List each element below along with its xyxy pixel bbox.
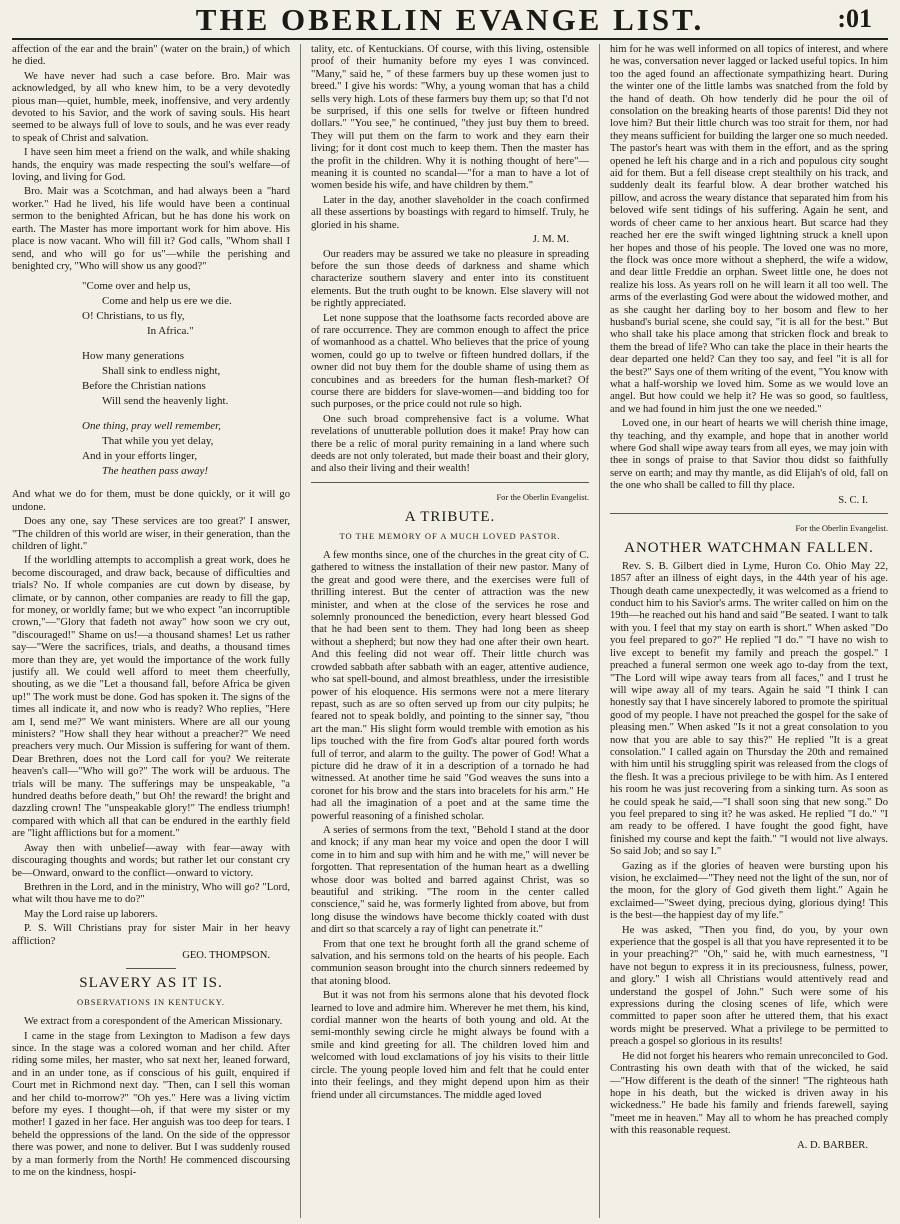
article-heading: SLAVERY AS IT IS. [79,975,223,992]
author-signature: J. M. M. [532,234,569,246]
article-subheading: TO THE MEMORY OF A MUCH LOVED PASTOR. [339,530,561,541]
paragraph: We have never had such a case before. Bro. Mair was acknowledged, by all who knew him, to be a very devotedly pious man—quiet, humble, meek, inoffensive, and very ardently devoted to his Savior, and the work of saving souls. His heart seemed to be always full of love to souls, and he was ever ready to speak of Christ and salvation. [12,70,290,144]
poem-line: And in your efforts linger, [82,450,198,463]
paragraph: A series of sermons from the text, "Behold I stand at the door and knock; if any man hear my voice and open the door I will come in to him and sup with him and he with me," will never be forgotten. That representation of the human heart as a dwelling whose door was bolted and barred against Christ, was so beautiful and striking. "The room in the center called conscience," said he, was formerly lighted from above, but from long disuse the windows have become thickly coated with dust and dirt so that scarcely a ray of light can penetrate it." [311,824,589,936]
poem-line: That while you yet delay, [102,435,214,448]
paragraph: Gazing as if the glories of heaven were bursting upon his vision, he exclaimed—"They need not the light of the sun, nor of the moon, for the glory of God giveth them light." Again he exclaimed—"Sweet dying, precious dying, glorious dying! This is the best—the happiest day of my life." [610,860,888,922]
article-heading: A TRIBUTE. [404,509,496,526]
poem-line: In Africa." [147,325,194,338]
paragraph: Bro. Mair was a Scotchman, and had always been a "hard worker." Had he lived, his life would have been a continual sermon to the benighted African, but he has done his work on earth. The Master has more important work for him above. His place is now vacant. Who will fill it? God calls, "Whom shall I send, and who will go for us"—while the perishing and benighted cry, "Who will show us any good?" [12,186,290,272]
divider [311,482,589,483]
poem-line: Shall sink to endless night, [102,365,221,378]
paragraph: He did not forget his hearers who remain unreconciled to God. Contrasting his own death with that of the wicked, he said—"How different is the death of the sinner! "The righteous hath hope in his death, but the wicked is driven away in his wickedness." He bade his family and friends farewell, saying "meet me in heaven." May all to whom he has preached comply with this reasonable request. [610,1050,888,1137]
source-credit: For the Oberlin Evangelist. [795,523,888,534]
paragraph: Rev. S. B. Gilbert died in Lyme, Huron Co. Ohio May 22, 1857 after an illness of eight days, in the 44th year of his age. Though death came unexpectedly, it was welcomed as a friend to conduct him to his Savior's arms. The writer called on him on the 19th—he reached out his hand and said "Be seated. I want to talk with you. I feel that my stay on earth is short." When asked "Do you feel prepared to go?" He replied "I do." "I have no wish to live except to benefit my family and preach the gospel." I preached a funeral sermon one week ago to-day from the text, "The Lord will wipe away tears from all faces," and I trust he will wipe away all of my tears. Again he said "I think I can honestly say that I have sincerely labored to promote the spiritual good of my people. I have not preached the gospel for the sake of pleasing men." When asked "Is it not a great consolation to you now that you are able to say this?" He replied "It is a great consolation." I called again on Thursday the 20th and remained with him until his struggling spirit was released from the clogs of the flesh. It was a precious privilege to be with him. As I entered his room he was just recovering from a sinking turn. As soon as he could speak he said,—"I shall soon sing that new song." Do you feel prepared to sing it? he was asked. He replied "I do." "I am ready to be offered. I have fought the good fight, have finished my course and kept the faith." "I would not live always. So said Job; and so say I." [610,560,888,858]
paragraph: One such broad comprehensive fact is a volume. What revelations of unutterable pollution does it make! Pray how can there be a relic of moral purity remaining in a land where such deeds are not only tolerated, but made their boast and their glory, and also their living and their wealth! [311,413,589,475]
author-signature: S. C. I. [838,494,868,506]
column-1 [12,44,290,1218]
poem-line: One thing, pray well remember, [82,420,221,433]
poem-stanza [12,349,290,409]
article-heading: ANOTHER WATCHMAN FALLEN. [624,540,874,557]
paragraph: From that one text he brought forth all the grand scheme of salvation, and his sermons told on the hearts of his people. Each communion season brought into the church sinners redeemed by that atoning blood. [311,938,589,987]
poem-line: O! Christians, to us fly, [82,310,185,323]
author-signature: GEO. THOMPSON. [182,949,270,961]
column-3 [599,44,888,1218]
paragraph: Does any one, say 'These services are too great?' I answer, "The children of this world are wiser, in their generation, than the children of light." [12,516,290,552]
columns [12,44,888,1218]
poem-line: Will send the heavenly light. [102,395,229,408]
masthead [12,0,888,40]
divider [126,968,176,969]
source-credit: For the Oberlin Evangelist. [496,491,589,502]
poem-line: Before the Christian nations [82,380,206,393]
paragraph: He was asked, "Then you find, do you, by your own experience that the gospel is all that you have represented it to be in your preaching?" "Oh," said he, with much earnestness, "I have not begun to express it in its preciousness, fulness, power, and glory." I wish all Christians would attentively read and understand the gospel of John." Such were some of his expressions during the closing scenes of life, which were committed to paper soon after he uttered them, that his exact words might be preserved. What a privilege to be permitted to preach a gospel so glorious in its results! [610,924,888,1048]
column-2 [300,44,589,1218]
author-signature: A. D. BARBER. [797,1139,868,1151]
poem-line: "Come over and help us, [82,280,191,293]
paragraph: tality, etc. of Kentuckians. Of course, with this living, ostensible proof of their humanity before my eyes I was convinced. "Many," said he, " of these farmers buy up these women just to breed." I give his words: "Why, a young woman that has a child sells very high. Lots of these farmers buy them up; so that I'd not be surprised, if this one sells for twelve or fifteen hundred dollars." "You see," he continued, "they just buy them to breed. They will put them on the farm to work and they earn their living; for it dont cost much to keep them. Then the master has the profit in the children. Why it is nothing thought of here"—meaning it is counted no scandal—"for a man to have a lot of women beside his wife, and have children by them." [311,44,589,192]
page-number: :01 [837,4,872,33]
poem-stanza [12,279,290,339]
paragraph: Our readers may be assured we take no pleasure in spreading before the sun those deeds of darkness and shame which characterize southern slavery and enter into its constituent elements. But the truth ought to be known. Else slavery will not be rightly appreciated. [311,248,589,310]
divider [610,513,888,514]
paragraph: If the worldling attempts to accomplish a great work, does he become discouraged, and draw back, because of difficulties and trials? No. If whole companies are cut down by disease, by climate, or by cannon, other companies are ready to fill the gap, for money, or worldly fame; but we who expect "an incorruptible crown,"—"Glory that fadeth not away" how soon we cry out, "discouraged!" Shame on us!—a thousand shames! Let us rather say—"Were the sacrifices, trials, and deaths, a thousand times more than they are, yet would the importance of the work fully justify all. We could well afford to meet them cheerfully, shouting, as we die "Let a thousand fall, before Africa be given up!" The work must be done. God has spoken it. The signs of the times all indicate it, and now who is ready? Who replies, "Here am I, send me?" We want ministers. Where are all our young ministers? "How shall they hear without a preacher?" We need preachers very much. Our Mission is suffering for want of them. Dear Brethren, does not the Lord call for you? We reiterate heaven's call—"Who will go?" The work will be arduous. The trials will be many. The sufferings may be unspeakable, "a hundred deaths before death," but Oh! the reward! the bright and dazzling crown! The "unspeakable glory!" The endless triumph! compared with which all that can be endured in the earthly field are "light afflictions but for a moment." [12,555,290,840]
paragraph: affection of the ear and the brain" (water on the brain,) of which he died. [12,44,290,68]
newspaper-title: THE OBERLIN EVANGE LIST. [195,2,705,37]
paragraph: P. S. Will Christians pray for sister Mair in her heavy affliction? [12,923,290,947]
paragraph: May the Lord raise up laborers. [24,908,158,920]
paragraph: Later in the day, another slaveholder in the coach confirmed all these assertions by boastings with regard to himself. Truly, he gloried in his shame. [311,194,589,231]
paragraph: Loved one, in our heart of hearts we will cherish thine image, thy teaching, and thy example, and hope that in another world where God shall wipe away tears from all eyes, we may join with thee in songs of praise to that Savior thou didst so faithfully serve on earth; and may thy mantle, as did Elijah's of old, fall on the one who shall be called to fill thy place. [610,418,888,492]
paragraph: Let none suppose that the loathsome facts recorded above are of rare occurrence. They are common enough to affect the price of womanhood as a chattel. Who believes that the price of young women, could go up to twelve or fifteen hundred dollars, if the owner did not buy them for the double shame of using them as concubines and as breeders for the human flesh-market? Of course there are bidders for slave-women—and bidding too for such purposes, or the price could not rule so high. [311,312,589,411]
poem-stanza [12,419,290,479]
paragraph: But it was not from his sermons alone that his devoted flock learned to love and admire him. Wherever he met them, his kind, cordial manner won the hearts of both young and old. At the semi-monthly sewing circle he might always be found with a smile and kind greeting for all. The children loved him and welcomed with loud exclamations of joy his visits to their little circle. The young people loved him and felt that he could enter into their feelings, and they might depend upon him as their friend under all circumstances. The middle aged loved [311,990,589,1101]
paragraph: I came in the stage from Lexington to Madison a few days since. In the stage was a colored woman and her child. After riding some miles, her master, who sat next her, leaned forward, and in an under tone, as if conscious of his guilt, enquired if Court met in Richmond next day. "Then, can I sell this woman and her child to-morrow?" "Oh yes." Here was a living victim before my eyes. I thought—oh, if that were my sister or my mother! I gazed in her face. Her anguish was too deep for tears. I beheld the oppressions of the land. On the side of the oppressor there was power, and none to deliver. But I was suddenly roused by a man formerly from the North! He commenced discoursing to me on the kindness, hospi- [12,1030,290,1179]
article-subheading: OBSERVATIONS IN KENTUCKY. [77,996,225,1007]
paragraph: We extract from a corespondent of the American Missionary. [24,1016,283,1028]
paragraph: I have seen him meet a friend on the walk, and while shaking hands, the enquiry was made respecting the soul's welfare—of loving, and living for God. [12,147,290,184]
paragraph: And what we do for them, must be done quickly, or it will go undone. [12,489,290,513]
paragraph: A few months since, one of the churches in the great city of C. gathered to witness the installation of their new pastor. Many of the great and good were there, and the exercises were full of thrilling interest. But the center of attraction was the new minister, and when at the close of the services he rose and solemnly pronounced the benediction, every heart blessed God that he had been sent to them. They had long been as sheep without a shepherd; but now they had one after their own heart. And this feeling did not wear off. Their little church was crowded sabbath after sabbath with an eager, attentive audience, who sat spell-bound, and almost breathless, under the irresistible power of his eloquence. His sermons were not a mere literary repast, such as are so often served up from our city pulpits; he feared not to speak boldly, and pointing to the sinner say, "thou art the man." His slight form would tremble with emotion as his lips touched with the fire from God's altar poured forth words full of terror, and alarm to the guilty. The power of God! What a picture did he draw of it in a description of a tornado he had witnessed. At another time he said "God weaves the suns into a coronet for his brow and the stars into bracelets for his arm." He had all the imagination of a poet and at the same time the powerful reasoning of a finished scholar. [311,550,589,822]
paragraph: him for he was well informed on all topics of interest, and where he was, conversation never lagged or lacked useful topics. In him too the aged found an affectionate sympathizing heart. During the winter one of the little lambs was snatched from the fold by the hand of death. Oh how tenderly did he pour the oil of consolation on the breaking hearts of those parents! Did they not love him? But their little church was too strait for them, nor had they means sufficient for building the larger one so much needed. The pastor's heart was with them in the effort, and as the spring opened he left his charge and in a rich and populous city sought aid for them. But a fell disease crept stealthily on his track, and suddenly dealt its fearful blow. A dear brother watched his pillow, and across the weary distance that separated him from his beloved wife sent tidings of his suffering. Again he sent, and words of cheer came to her anxious heart. But scarce had they reached her ere the swift winged lightning struck a knell upon her hopes and those of his people. The loved one was no more, the flock was once more without a shepherd, the wife a widow, and dear little Freddie an orphan. Sweet little one, he does not realize his loss. As years roll on he will learn it all too well. The arms of the everlasting God were about the widowed mother, and as she caught her darling boy to her bosom and flew to her husband's burial scene, she could say, "it is all for the best." But who shall take his place among that stricken flock and break to them the bread of life? Who can take the place in their hearts the dear departed one held? Can they too say, and feel "it is all for the best?" Says one of them writing of the event, "You know with what a half-worship we loved him. Some as we would love an angel. But how could we help it? He was so good, so faultless, and we had found in him just the one we needed." [610,44,888,415]
paragraph: Away then with unbelief—away with fear—away with discouraging thoughts and words; but rather let our constant cry be—Onward, onward to the conflict—onward to victory. [12,842,290,879]
poem [12,279,290,479]
poem-line: How many generations [82,350,185,363]
poem-line: Come and help us ere we die. [102,295,232,308]
poem-line: The heathen pass away! [102,465,209,478]
paragraph: Brethren in the Lord, and in the ministry, Who will go? "Lord, what wilt thou have me to do?" [12,881,290,906]
